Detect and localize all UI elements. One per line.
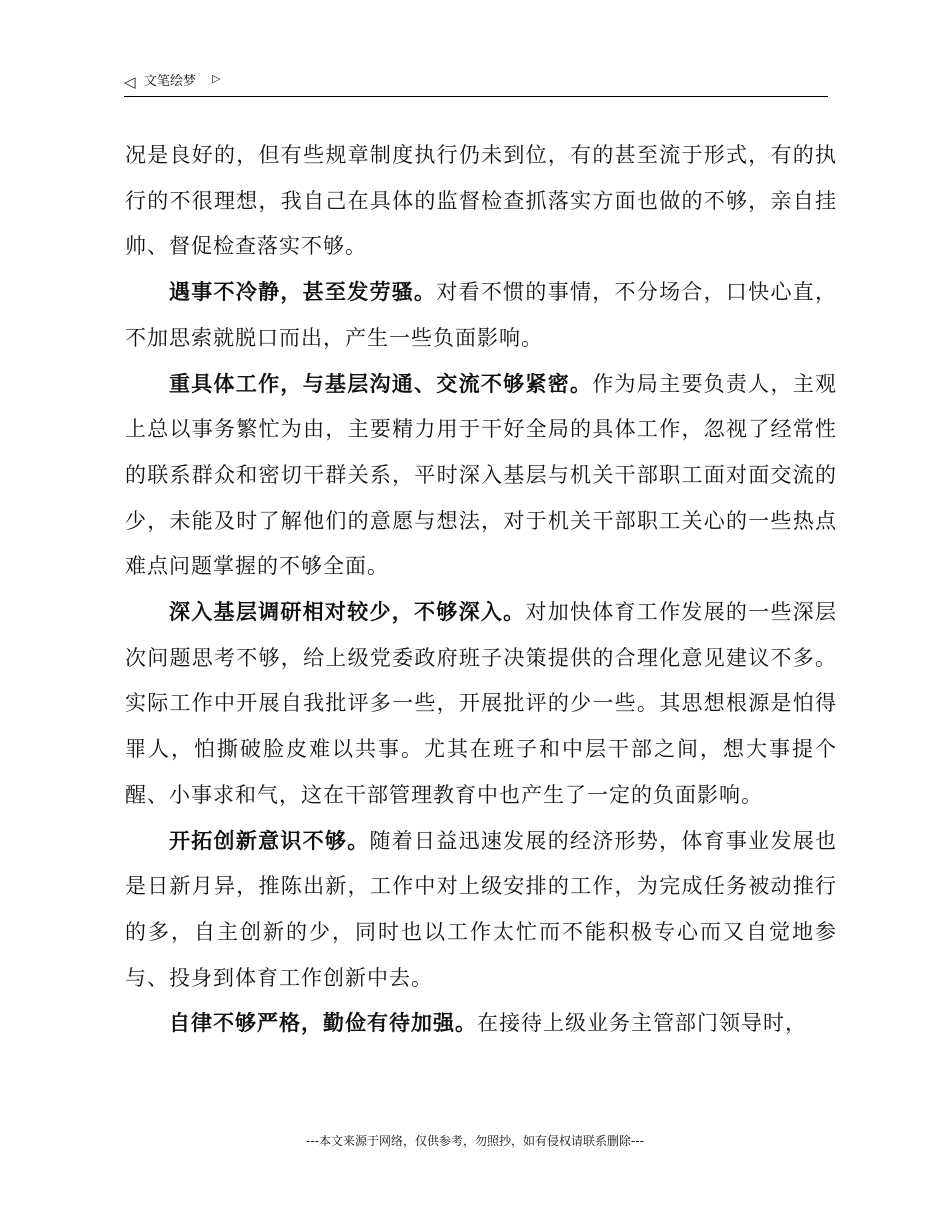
paragraph-item xyxy=(125,362,837,591)
header-title: 文笔绘梦 xyxy=(144,74,197,89)
document-body xyxy=(125,133,837,1047)
paragraph-heading: 自律不够严格，勤俭有待加强。 xyxy=(169,1011,477,1036)
paragraph-continued xyxy=(125,133,837,270)
paragraph-heading: 深入基层调研相对较少，不够深入。 xyxy=(169,600,526,625)
right-triangle-icon: ▷ xyxy=(212,72,221,85)
paragraph-text: 况是良好的，但有些规章制度执行仍未到位，有的甚至流于形式，有的执行的不很理想，我自己在具体的监督检查抓落实方面也做的不够，亲自挂帅、督促检查落实不够。 xyxy=(125,143,837,259)
paragraph-text: 作为局主要负责人，主观上总以事务繁忙为由，主要精力用于干好全局的具体工作，忽视了经常性的联系群众和密切干群关系，平时深入基层与机关干部职工面对面交流的少，未能及时了解他们的意愿与想法，对于机关干部职工关心的一些热点难点问题掌握的不够全面。 xyxy=(125,371,838,579)
paragraph-text: 在接待上级业务主管部门领导时， xyxy=(477,1011,807,1036)
paragraph-text: 对加快体育工作发展的一些深层次问题思考不够，给上级党委政府班子决策提供的合理化意见建议不多。实际工作中开展自我批评多一些，开展批评的少一些。其思想根源是怕得罪人，怕撕破脸皮难以共事。尤其在班子和中层干部之间，想大事提个醒、小事求和气，这在干部管理教育中也产生了一定的负面影响。 xyxy=(125,600,838,807)
paragraph-heading: 重具体工作，与基层沟通、交流不够紧密。 xyxy=(169,371,593,396)
paragraph-heading: 开拓创新意识不够。 xyxy=(169,828,370,853)
paragraph-item xyxy=(125,270,837,361)
paragraph-text: 对看不惯的事情，不分场合，口快心直，不加思索就脱口而出，产生一些负面影响。 xyxy=(125,280,838,350)
paragraph-heading: 遇事不冷静，甚至发劳骚。 xyxy=(169,280,437,305)
paragraph-item xyxy=(125,590,837,819)
paragraph-item xyxy=(125,819,837,1002)
paragraph-item xyxy=(125,1001,837,1047)
paragraph-text: 随着日益迅速发展的经济形势，体育事业发展也是日新月异，推陈出新，工作中对上级安排的工作，为完成任务被动推行的多，自主创新的少，同时也以工作太忙而不能积极专心而又自觉地参与、投身到体育工作创新中去。 xyxy=(125,828,837,990)
page-header xyxy=(124,72,828,97)
left-triangle-icon: ◁ xyxy=(124,73,136,91)
page-footer-disclaimer: ---本文来源于网络，仅供参考，勿照抄，如有侵权请联系删除--- xyxy=(306,1134,644,1148)
